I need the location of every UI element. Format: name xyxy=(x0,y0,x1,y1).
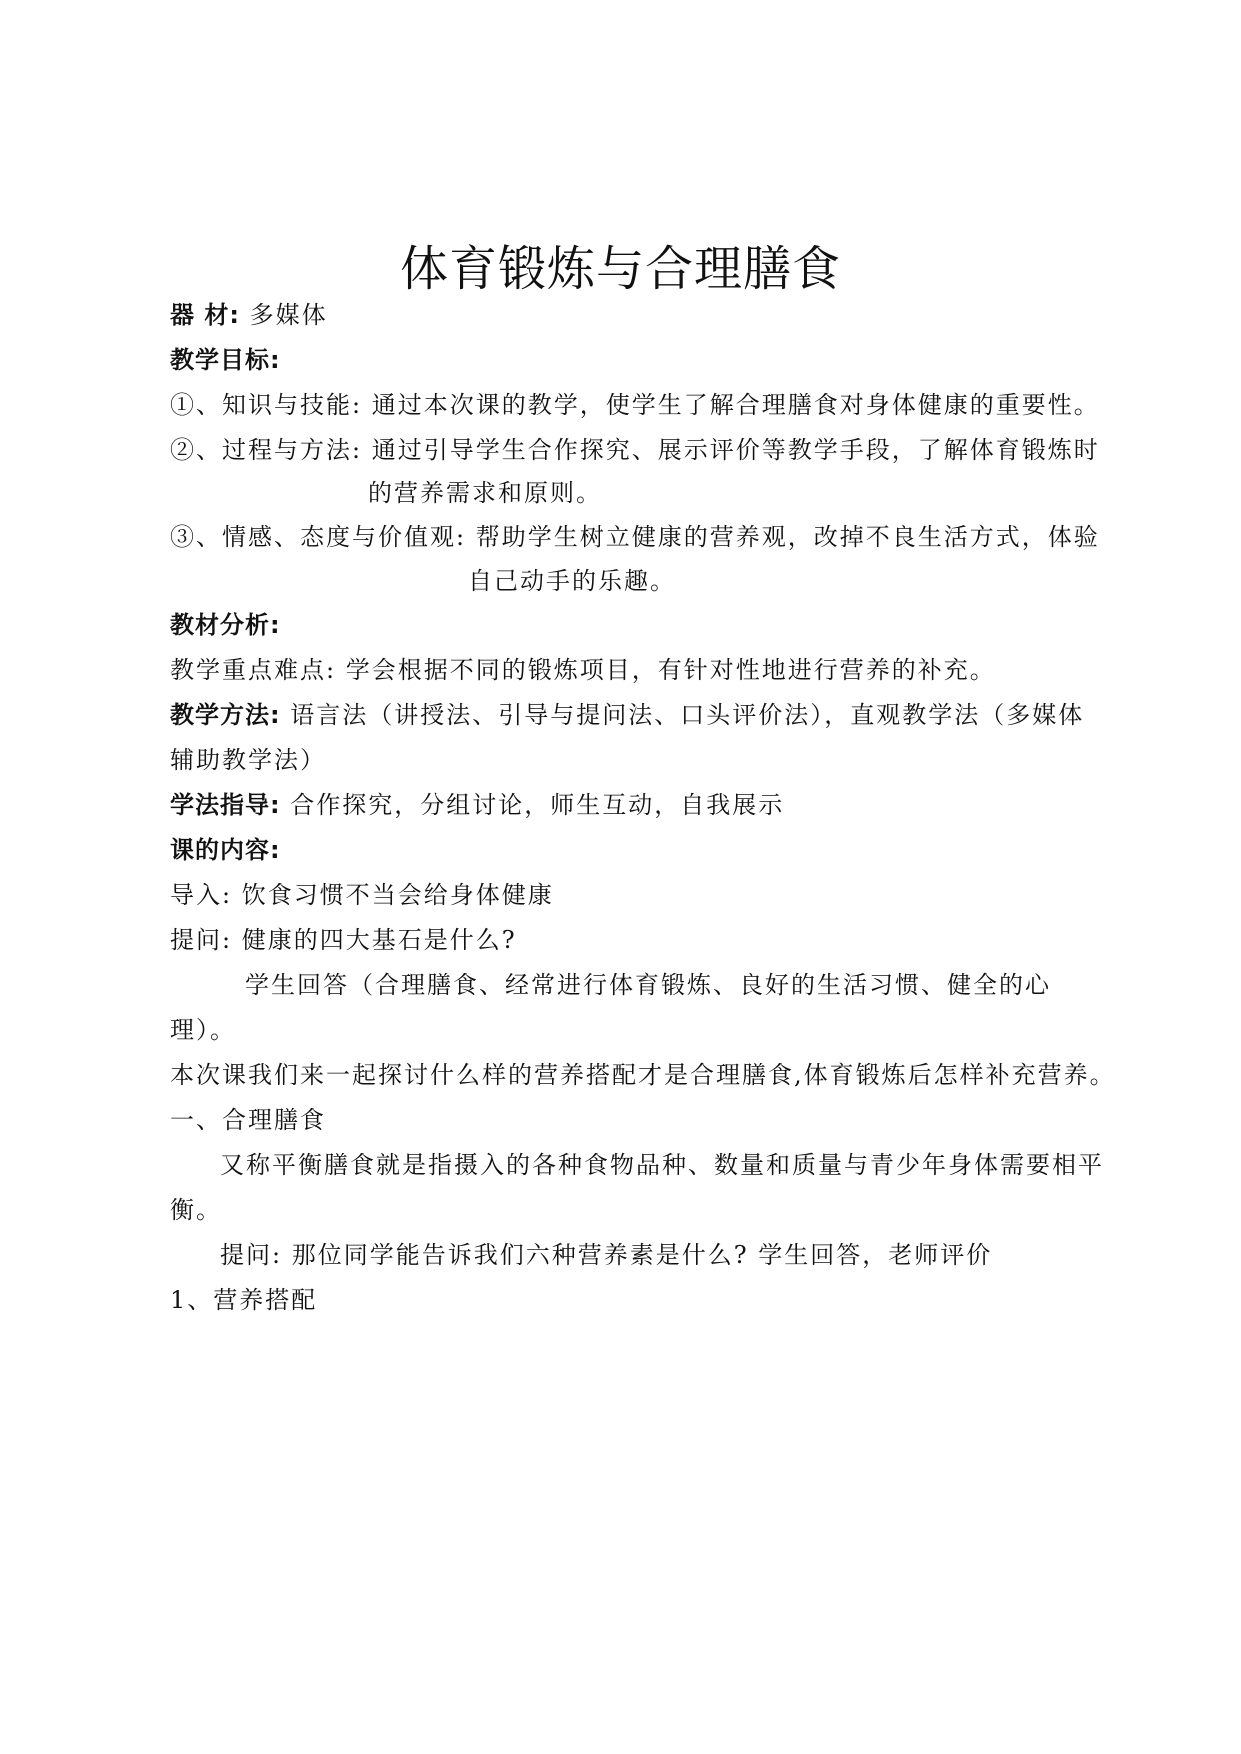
goal-knowledge: ①、知识与技能: 通过本次课的教学，使学生了解合理膳食对身体健康的重要性。 xyxy=(170,391,1100,419)
analysis-heading: 教材分析: xyxy=(170,611,281,639)
subsection-heading-1: 1、营养搭配 xyxy=(170,1286,318,1314)
question-line-1: 提问: 健康的四大基石是什么? xyxy=(170,926,517,954)
lesson-intro: 本次课我们来一起探讨什么样的营养搭配才是合理膳食,体育锻炼后怎样补充营养。 xyxy=(170,1061,1116,1089)
goal-process-line2: 的营养需求和原则。 xyxy=(368,479,602,507)
method-line1 xyxy=(170,700,1084,730)
key-points: 教学重点难点: 学会根据不同的锻炼项目，有针对性地进行营养的补充。 xyxy=(170,656,996,684)
intro-line: 导入: 饮食习惯不当会给身体健康 xyxy=(170,881,554,909)
goal-emotion-line2: 自己动手的乐趣。 xyxy=(468,567,676,595)
answer-line2: 理）。 xyxy=(170,1016,236,1044)
goal-process-line1: ②、过程与方法: 通过引导学生合作探究、展示评价等教学手段，了解体育锻炼时 xyxy=(170,436,1100,464)
equipment-value: 多媒体 xyxy=(249,301,328,329)
document-title: 体育锻炼与合理膳食 xyxy=(399,241,841,297)
method-label: 教学方法: xyxy=(170,701,281,729)
equipment-label: 器 材: xyxy=(170,301,240,329)
method-line2: 辅助教学法） xyxy=(170,746,326,774)
goals-heading: 教学目标: xyxy=(170,346,281,374)
content-heading: 课的内容: xyxy=(170,836,281,864)
goal-emotion-line1: ③、情感、态度与价值观: 帮助学生树立健康的营养观，改掉不良生活方式，体验 xyxy=(170,523,1100,551)
equipment-line xyxy=(170,300,328,330)
study-line xyxy=(170,790,784,820)
study-value: 合作探究，分组讨论，师生互动，自我展示 xyxy=(290,791,785,819)
method-value: 语言法（讲授法、引导与提问法、口头评价法），直观教学法（多媒体 xyxy=(290,701,1085,729)
study-label: 学法指导: xyxy=(170,791,281,819)
definition-line2: 衡。 xyxy=(170,1196,222,1224)
definition-line1: 又称平衡膳食就是指摄入的各种食物品种、数量和质量与青少年身体需要相平 xyxy=(220,1151,1104,1179)
section-heading-1: 一、合理膳食 xyxy=(170,1106,326,1134)
question-line-2: 提问: 那位同学能告诉我们六种营养素是什么? 学生回答，老师评价 xyxy=(220,1241,993,1269)
answer-line1: 学生回答（合理膳食、经常进行体育锻炼、良好的生活习惯、健全的心 xyxy=(245,971,1051,999)
